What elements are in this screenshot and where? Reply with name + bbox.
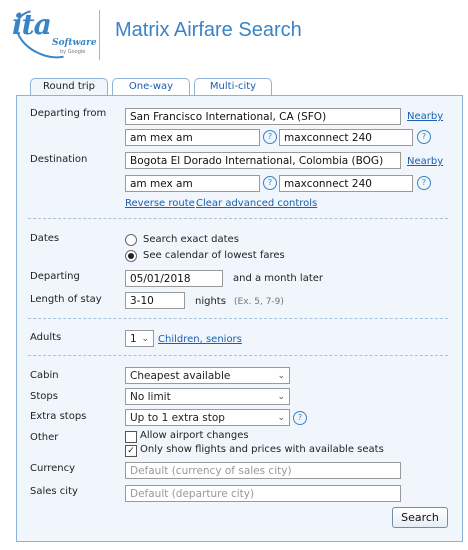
section-divider <box>28 355 448 356</box>
adults-select[interactable] <box>125 330 154 347</box>
calendar-lowest-fares-radio[interactable] <box>125 250 137 262</box>
chevron-down-icon: ⌄ <box>277 392 285 402</box>
dates-label: Dates <box>30 233 60 244</box>
logo-by-google-text: by Google <box>60 49 86 55</box>
departing-from-label: Departing from <box>30 108 107 119</box>
sales-city-input[interactable] <box>125 485 401 502</box>
departing-date-input[interactable]: 05/01/2018 <box>125 270 223 287</box>
origin-input[interactable]: San Francisco International, CA (SFO) <box>125 108 401 125</box>
tab-round-trip[interactable]: Round trip <box>30 78 108 96</box>
sales-city-label: Sales city <box>30 486 78 497</box>
currency-label: Currency <box>30 463 76 474</box>
destination-routing-codes-input[interactable]: am mex am <box>125 175 260 192</box>
origin-nearby-link[interactable]: Nearby <box>407 111 444 122</box>
destination-extension-codes-input[interactable]: maxconnect 240 <box>279 175 413 192</box>
chevron-down-icon: ⌄ <box>277 371 285 381</box>
nights-label: nights <box>195 296 226 307</box>
adults-select-value: 1 <box>130 333 137 345</box>
destination-nearby-link[interactable]: Nearby <box>407 156 444 167</box>
origin-routing-codes-input[interactable]: am mex am <box>125 129 260 146</box>
length-of-stay-hint: (Ex. 5, 7-9) <box>234 297 284 307</box>
extension-codes-help-icon[interactable]: ? <box>417 130 431 144</box>
extra-stops-label: Extra stops <box>30 411 87 422</box>
stops-label: Stops <box>30 391 58 402</box>
extra-stops-select[interactable] <box>125 409 290 426</box>
currency-input[interactable] <box>125 462 401 479</box>
cabin-select-value: Cheapest available <box>130 370 231 382</box>
section-divider <box>28 218 448 219</box>
search-exact-dates-label[interactable]: Search exact dates <box>143 234 239 245</box>
logo-software-text: Software <box>52 38 97 48</box>
extra-stops-help-icon[interactable]: ? <box>293 411 307 425</box>
clear-advanced-controls-link[interactable]: Clear advanced controls <box>196 198 318 209</box>
only-available-seats-checkbox[interactable]: ✓ <box>125 445 137 457</box>
reverse-route-link[interactable]: Reverse route <box>125 198 195 209</box>
cabin-label: Cabin <box>30 370 59 381</box>
destination-label: Destination <box>30 154 88 165</box>
section-divider <box>28 318 448 319</box>
adults-label: Adults <box>30 332 62 343</box>
search-button[interactable]: Search <box>392 507 448 528</box>
currency-placeholder: Default (currency of sales city) <box>130 465 292 477</box>
extra-stops-select-value: Up to 1 extra stop <box>130 412 225 424</box>
stops-select-value: No limit <box>130 391 171 403</box>
routing-codes-help-icon[interactable]: ? <box>263 130 277 144</box>
extension-codes-help-icon[interactable]: ? <box>417 176 431 190</box>
allow-airport-changes-label[interactable]: Allow airport changes <box>140 430 249 441</box>
only-available-seats-label[interactable]: Only show flights and prices with available seats <box>140 444 384 455</box>
sales-city-placeholder: Default (departure city) <box>130 488 255 500</box>
destination-input[interactable]: Bogota El Dorado International, Colombia (BOG) <box>125 152 401 169</box>
stops-select[interactable] <box>125 388 290 405</box>
calendar-lowest-fares-label[interactable]: See calendar of lowest fares <box>143 250 285 261</box>
departing-date-label: Departing <box>30 271 80 282</box>
other-label: Other <box>30 432 59 443</box>
search-exact-dates-radio[interactable] <box>125 234 137 246</box>
tab-multi-city[interactable]: Multi-city <box>194 78 272 95</box>
page-title: Matrix Airfare Search <box>115 19 302 41</box>
logo-ita-text: ita <box>12 8 51 41</box>
length-of-stay-input[interactable]: 3-10 <box>125 292 185 309</box>
cabin-select[interactable] <box>125 367 290 384</box>
children-seniors-link[interactable]: Children, seniors <box>158 334 242 345</box>
routing-codes-help-icon[interactable]: ? <box>263 176 277 190</box>
header-divider <box>99 10 100 60</box>
departing-date-suffix: and a month later <box>233 273 324 284</box>
origin-extension-codes-input[interactable]: maxconnect 240 <box>279 129 413 146</box>
chevron-down-icon: ⌄ <box>277 413 285 423</box>
allow-airport-changes-checkbox[interactable] <box>125 431 137 443</box>
chevron-down-icon: ⌄ <box>141 334 149 344</box>
tab-one-way[interactable]: One-way <box>112 78 190 95</box>
length-of-stay-label: Length of stay <box>30 294 102 305</box>
